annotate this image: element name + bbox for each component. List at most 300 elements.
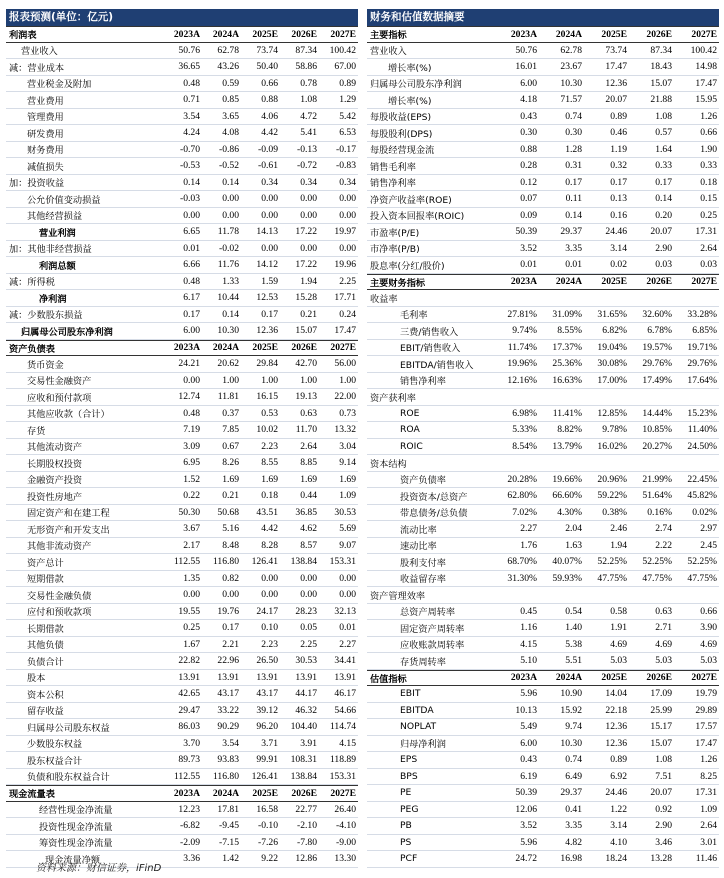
value-cell: 22.96 xyxy=(217,655,239,667)
forecast-row xyxy=(6,323,358,340)
value-cell: 114.74 xyxy=(329,721,356,733)
year-header-cell: 2027E xyxy=(691,276,717,288)
row-label: PCF xyxy=(400,853,418,865)
forecast-row xyxy=(6,109,358,126)
value-cell: 21.99% xyxy=(642,473,672,485)
summary-row xyxy=(367,653,719,670)
value-cell: 45.82% xyxy=(687,490,717,502)
summary-row xyxy=(367,224,719,241)
value-cell: 26.50 xyxy=(256,655,278,667)
forecast-row xyxy=(6,587,358,604)
row-label: 固定资产周转率 xyxy=(400,623,465,635)
value-cell: 68.70% xyxy=(507,556,537,568)
value-cell: 3.52 xyxy=(520,820,537,832)
forecast-row xyxy=(6,554,358,571)
value-cell: 22.77 xyxy=(295,803,317,815)
value-cell: 0.11 xyxy=(565,193,582,205)
value-cell: 11.46 xyxy=(695,853,717,865)
row-label: 销售净利率 xyxy=(400,376,446,388)
value-cell: 1.64 xyxy=(655,143,672,155)
summary-section-header xyxy=(367,274,719,291)
value-cell: 1.08 xyxy=(655,754,672,766)
value-cell: -7.26 xyxy=(258,836,278,848)
value-cell: 3.14 xyxy=(610,242,627,254)
value-cell: 0.00 xyxy=(183,374,200,386)
forecast-row xyxy=(6,92,358,109)
value-cell: 1.09 xyxy=(339,490,356,502)
value-cell: 13.30 xyxy=(334,853,356,865)
value-cell: 5.96 xyxy=(520,836,537,848)
value-cell: 12.53 xyxy=(256,292,278,304)
value-cell: 5.03 xyxy=(610,655,627,667)
value-cell: 29.84 xyxy=(256,358,278,370)
value-cell: 15.28 xyxy=(295,292,317,304)
summary-row xyxy=(367,818,719,835)
value-cell: 87.34 xyxy=(295,44,317,56)
row-label: 经营性现金净流量 xyxy=(39,805,113,817)
value-cell: 0.74 xyxy=(565,754,582,766)
value-cell: 0.78 xyxy=(300,77,317,89)
value-cell: 0.63 xyxy=(655,605,672,617)
value-cell: 9.22 xyxy=(261,853,278,865)
value-cell: 20.07 xyxy=(605,94,627,106)
value-cell: 3.67 xyxy=(183,523,200,535)
value-cell: 0.67 xyxy=(222,440,239,452)
value-cell: 2.64 xyxy=(700,820,717,832)
value-cell: -7.15 xyxy=(219,836,239,848)
forecast-row xyxy=(6,290,358,307)
summary-row xyxy=(367,505,719,522)
value-cell: 8.57 xyxy=(300,539,317,551)
value-cell: 14.44% xyxy=(642,407,672,419)
value-cell: 0.03 xyxy=(655,259,672,271)
value-cell: 43.17 xyxy=(256,688,278,700)
value-cell: 33.28% xyxy=(687,308,717,320)
year-header-cell: 2024A xyxy=(555,28,582,40)
row-label: 留存收益 xyxy=(27,706,64,718)
value-cell: 19.96 xyxy=(334,259,356,271)
row-label: 管理费用 xyxy=(27,112,64,124)
forecast-row xyxy=(6,686,358,703)
row-label: 股息率(分红/股价) xyxy=(370,260,445,272)
value-cell: 4.10 xyxy=(610,836,627,848)
value-cell: 10.30 xyxy=(217,325,239,337)
value-cell: 2.46 xyxy=(610,523,627,535)
value-cell: 17.47 xyxy=(695,737,717,749)
value-cell: 42.65 xyxy=(178,688,200,700)
value-cell: 7.51 xyxy=(655,770,672,782)
value-cell: 1.94 xyxy=(610,539,627,551)
value-cell: 12.23 xyxy=(178,803,200,815)
value-cell: 43.17 xyxy=(217,688,239,700)
value-cell: -9.45 xyxy=(219,820,239,832)
value-cell: 4.72 xyxy=(300,110,317,122)
value-cell: 5.49 xyxy=(520,721,537,733)
value-cell: 0.34 xyxy=(261,176,278,188)
value-cell: 47.75% xyxy=(597,572,627,584)
row-label: 投入资本回报率(ROIC) xyxy=(370,211,465,223)
value-cell: 0.02% xyxy=(692,506,717,518)
value-cell: 93.83 xyxy=(217,754,239,766)
value-cell: 0.16% xyxy=(647,506,672,518)
value-cell: 58.86 xyxy=(295,61,317,73)
value-cell: 16.63% xyxy=(552,374,582,386)
value-cell: 112.55 xyxy=(173,770,200,782)
row-label: 减：少数股东损益 xyxy=(9,310,83,322)
row-label: 速动比率 xyxy=(400,541,437,553)
value-cell: 4.62 xyxy=(300,523,317,535)
summary-row xyxy=(367,554,719,571)
summary-row xyxy=(367,686,719,703)
year-header-cell: 2026E xyxy=(291,28,317,40)
value-cell: 13.32 xyxy=(334,424,356,436)
value-cell: 4.15 xyxy=(520,638,537,650)
year-header-cell: 2026E xyxy=(291,787,317,799)
year-header-cell: 2023A xyxy=(173,342,200,354)
row-label: PE xyxy=(400,787,412,799)
value-cell: 56.00 xyxy=(334,358,356,370)
forecast-section-header xyxy=(6,340,358,357)
value-cell: 17.64% xyxy=(687,374,717,386)
value-cell: 10.90 xyxy=(560,688,582,700)
value-cell: 11.78 xyxy=(217,226,239,238)
summary-row xyxy=(367,257,719,274)
year-header-cell: 2023A xyxy=(510,672,537,684)
value-cell: 3.54 xyxy=(183,110,200,122)
value-cell: 100.42 xyxy=(690,44,717,56)
value-cell: 50.39 xyxy=(515,787,537,799)
value-cell: 5.42 xyxy=(339,110,356,122)
value-cell: 0.14 xyxy=(222,176,239,188)
summary-row xyxy=(367,521,719,538)
value-cell: 17.09 xyxy=(650,688,672,700)
summary-row xyxy=(367,455,719,472)
value-cell: 12.85% xyxy=(597,407,627,419)
value-cell: 4.42 xyxy=(261,127,278,139)
row-label: NOPLAT xyxy=(400,721,437,733)
forecast-row xyxy=(6,670,358,687)
value-cell: 17.47 xyxy=(695,77,717,89)
row-label: 公允价值变动损益 xyxy=(27,194,101,206)
value-cell: 5.69 xyxy=(339,523,356,535)
year-header-cell: 2027E xyxy=(691,28,717,40)
value-cell: 0.01 xyxy=(183,242,200,254)
value-cell: 3.46 xyxy=(655,836,672,848)
value-cell: -0.52 xyxy=(219,160,239,172)
value-cell: 0.00 xyxy=(339,209,356,221)
summary-row xyxy=(367,587,719,604)
value-cell: 18.43 xyxy=(650,61,672,73)
value-cell: 9.14 xyxy=(339,457,356,469)
value-cell: 4.24 xyxy=(183,127,200,139)
value-cell: 59.93% xyxy=(552,572,582,584)
summary-row xyxy=(367,125,719,142)
row-label: 流动比率 xyxy=(400,524,437,536)
value-cell: 1.00 xyxy=(300,374,317,386)
value-cell: 0.48 xyxy=(183,275,200,287)
value-cell: 0.28 xyxy=(520,160,537,172)
year-header-cell: 2027E xyxy=(330,787,356,799)
value-cell: 10.02 xyxy=(256,424,278,436)
value-cell: 59.22% xyxy=(597,490,627,502)
row-label: 净资产收益率(ROE) xyxy=(370,194,452,206)
value-cell: 17.22 xyxy=(295,259,317,271)
value-cell: 11.76 xyxy=(217,259,239,271)
value-cell: 24.72 xyxy=(515,853,537,865)
value-cell: -7.80 xyxy=(297,836,317,848)
value-cell: 126.41 xyxy=(251,770,278,782)
row-label: 其他应收款（合计） xyxy=(27,409,110,421)
value-cell: 0.21 xyxy=(222,490,239,502)
value-cell: 15.07 xyxy=(295,325,317,337)
value-cell: 0.12 xyxy=(520,176,537,188)
row-label: 资产管理效率 xyxy=(370,590,426,602)
section-title: 主要指标 xyxy=(370,30,407,42)
value-cell: 6.65 xyxy=(183,226,200,238)
row-label: 加：其他非经营损益 xyxy=(9,244,92,256)
value-cell: 1.19 xyxy=(610,143,627,155)
summary-row xyxy=(367,703,719,720)
value-cell: 1.40 xyxy=(565,622,582,634)
value-cell: 0.17 xyxy=(183,308,200,320)
row-label: 投资性房地产 xyxy=(27,491,83,503)
value-cell: 5.03 xyxy=(700,655,717,667)
value-cell: 3.70 xyxy=(183,737,200,749)
value-cell: 11.74% xyxy=(507,341,537,353)
value-cell: 0.00 xyxy=(261,572,278,584)
value-cell: 12.36 xyxy=(256,325,278,337)
value-cell: 12.06 xyxy=(515,803,537,815)
value-cell: 50.68 xyxy=(217,506,239,518)
value-cell: 0.00 xyxy=(183,209,200,221)
value-cell: 50.40 xyxy=(256,61,278,73)
row-label: 现金流量净额 xyxy=(45,854,101,866)
value-cell: 1.69 xyxy=(300,473,317,485)
value-cell: 4.18 xyxy=(520,94,537,106)
value-cell: 0.89 xyxy=(610,754,627,766)
value-cell: 108.31 xyxy=(290,754,317,766)
value-cell: 0.57 xyxy=(655,127,672,139)
value-cell: 22.82 xyxy=(178,655,200,667)
value-cell: 11.40% xyxy=(687,424,717,436)
forecast-row xyxy=(6,472,358,489)
forecast-row xyxy=(6,769,358,786)
value-cell: -0.02 xyxy=(219,242,239,254)
value-cell: 0.63 xyxy=(300,407,317,419)
value-cell: 2.04 xyxy=(565,523,582,535)
value-cell: 0.00 xyxy=(339,242,356,254)
value-cell: 4.06 xyxy=(261,110,278,122)
row-label: PS xyxy=(400,836,412,848)
value-cell: 17.57 xyxy=(695,721,717,733)
value-cell: 4.69 xyxy=(610,638,627,650)
value-cell: 0.89 xyxy=(339,77,356,89)
value-cell: 13.91 xyxy=(256,671,278,683)
forecast-row xyxy=(6,637,358,654)
value-cell: 50.76 xyxy=(178,44,200,56)
value-cell: 17.71 xyxy=(334,292,356,304)
value-cell: 1.00 xyxy=(222,374,239,386)
year-header-cell: 2023A xyxy=(173,787,200,799)
forecast-row xyxy=(6,736,358,753)
summary-row xyxy=(367,620,719,637)
value-cell: 0.00 xyxy=(339,193,356,205)
value-cell: 1.52 xyxy=(183,473,200,485)
value-cell: 36.65 xyxy=(178,61,200,73)
row-label: 资产负债率 xyxy=(400,475,446,487)
value-cell: 6.53 xyxy=(339,127,356,139)
value-cell: 0.38% xyxy=(602,506,627,518)
value-cell: 51.64% xyxy=(642,490,672,502)
value-cell: 17.37% xyxy=(552,341,582,353)
summary-row xyxy=(367,406,719,423)
value-cell: 0.07 xyxy=(520,193,537,205)
year-header-cell: 2026E xyxy=(646,672,672,684)
value-cell: 0.66 xyxy=(261,77,278,89)
value-cell: -0.10 xyxy=(258,820,278,832)
value-cell: 3.36 xyxy=(183,853,200,865)
value-cell: 22.45% xyxy=(687,473,717,485)
forecast-row xyxy=(6,538,358,555)
value-cell: 90.29 xyxy=(217,721,239,733)
value-cell: 5.33% xyxy=(512,424,537,436)
value-cell: 50.76 xyxy=(515,44,537,56)
value-cell: 0.31 xyxy=(565,160,582,172)
value-cell: 1.90 xyxy=(700,143,717,155)
value-cell: 0.92 xyxy=(655,803,672,815)
value-cell: 17.49% xyxy=(642,374,672,386)
row-label: 增长率(%) xyxy=(388,95,432,107)
value-cell: 50.39 xyxy=(515,226,537,238)
row-label: 三费/销售收入 xyxy=(400,326,459,338)
value-cell: 32.60% xyxy=(642,308,672,320)
value-cell: 0.03 xyxy=(700,259,717,271)
value-cell: 0.88 xyxy=(520,143,537,155)
summary-row xyxy=(367,92,719,109)
summary-row xyxy=(367,538,719,555)
value-cell: 1.29 xyxy=(339,94,356,106)
value-cell: 0.00 xyxy=(222,589,239,601)
summary-row xyxy=(367,76,719,93)
value-cell: 36.85 xyxy=(295,506,317,518)
forecast-row xyxy=(6,620,358,637)
forecast-row xyxy=(6,142,358,159)
row-label: 长期股权投资 xyxy=(27,458,83,470)
row-label: 其他流动资产 xyxy=(27,442,83,454)
value-cell: 29.37 xyxy=(560,787,582,799)
value-cell: -0.17 xyxy=(336,143,356,155)
value-cell: 1.69 xyxy=(339,473,356,485)
value-cell: 2.27 xyxy=(339,638,356,650)
section-title: 估值指标 xyxy=(370,673,407,685)
summary-row xyxy=(367,109,719,126)
value-cell: 4.82 xyxy=(565,836,582,848)
row-label: 交易性金融资产 xyxy=(27,376,92,388)
value-cell: 0.17 xyxy=(261,308,278,320)
value-cell: 0.10 xyxy=(261,622,278,634)
value-cell: 22.00 xyxy=(334,391,356,403)
value-cell: 17.47 xyxy=(334,325,356,337)
value-cell: 25.36% xyxy=(552,358,582,370)
row-label: 减：营业成本 xyxy=(9,62,65,74)
row-label: 市净率(P/B) xyxy=(370,244,420,256)
value-cell: 0.00 xyxy=(222,209,239,221)
forecast-row xyxy=(6,752,358,769)
value-cell: 13.91 xyxy=(334,671,356,683)
value-cell: 0.17 xyxy=(565,176,582,188)
value-cell: 0.58 xyxy=(610,605,627,617)
value-cell: 46.32 xyxy=(295,704,317,716)
forecast-row xyxy=(6,488,358,505)
value-cell: 0.14 xyxy=(222,308,239,320)
value-cell: 29.89 xyxy=(695,704,717,716)
summary-row xyxy=(367,307,719,324)
summary-row xyxy=(367,323,719,340)
value-cell: 15.95 xyxy=(695,94,717,106)
value-cell: 0.13 xyxy=(610,193,627,205)
value-cell: 24.21 xyxy=(178,358,200,370)
value-cell: 0.00 xyxy=(339,589,356,601)
value-cell: 0.85 xyxy=(222,94,239,106)
value-cell: 9.74 xyxy=(565,721,582,733)
value-cell: 71.57 xyxy=(560,94,582,106)
value-cell: 20.07 xyxy=(650,226,672,238)
value-cell: 2.23 xyxy=(261,638,278,650)
value-cell: 0.02 xyxy=(610,259,627,271)
value-cell: 0.25 xyxy=(700,209,717,221)
value-cell: 1.09 xyxy=(700,803,717,815)
value-cell: 31.65% xyxy=(597,308,627,320)
value-cell: 16.15 xyxy=(256,391,278,403)
value-cell: 4.42 xyxy=(261,523,278,535)
value-cell: 14.13 xyxy=(256,226,278,238)
value-cell: 30.53 xyxy=(295,655,317,667)
value-cell: 0.18 xyxy=(261,490,278,502)
value-cell: 24.50% xyxy=(687,440,717,452)
summary-row xyxy=(367,736,719,753)
value-cell: -0.09 xyxy=(258,143,278,155)
summary-row xyxy=(367,472,719,489)
value-cell: 6.00 xyxy=(520,737,537,749)
value-cell: 153.31 xyxy=(329,556,356,568)
row-label: 每股收益(EPS) xyxy=(370,112,432,124)
forecast-row xyxy=(6,158,358,175)
value-cell: 5.96 xyxy=(520,688,537,700)
value-cell: 0.00 xyxy=(261,193,278,205)
row-label: EBIT xyxy=(400,688,421,700)
value-cell: -0.70 xyxy=(180,143,200,155)
summary-row xyxy=(367,356,719,373)
value-cell: -0.53 xyxy=(180,160,200,172)
value-cell: 0.88 xyxy=(261,94,278,106)
value-cell: 3.90 xyxy=(700,622,717,634)
value-cell: 0.22 xyxy=(183,490,200,502)
row-label: 资本结构 xyxy=(370,458,407,470)
value-cell: 52.25% xyxy=(642,556,672,568)
value-cell: 99.91 xyxy=(256,754,278,766)
value-cell: 6.00 xyxy=(183,325,200,337)
value-cell: 0.71 xyxy=(183,94,200,106)
value-cell: 0.00 xyxy=(261,242,278,254)
value-cell: -0.83 xyxy=(336,160,356,172)
value-cell: 0.00 xyxy=(300,589,317,601)
year-header-cell: 2025E xyxy=(252,28,278,40)
value-cell: 19.71% xyxy=(687,341,717,353)
value-cell: 3.52 xyxy=(520,242,537,254)
value-cell: 19.04% xyxy=(597,341,627,353)
value-cell: 5.16 xyxy=(222,523,239,535)
forecast-row xyxy=(6,439,358,456)
